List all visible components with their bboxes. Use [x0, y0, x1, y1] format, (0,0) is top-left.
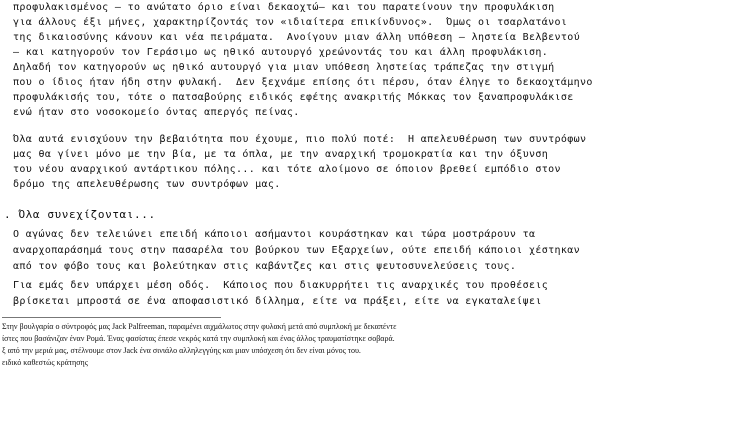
paragraph-line: βρίσκεται μπροστά σε ένα αποφασιστικό δίλλημα, είτε να πράξει, είτε να εγκαταλείψει — [13, 296, 542, 307]
paragraph-line: προφυλάκισής του, τότε ο πατσαβούρης ειδικός εφέτης ανακριτής Μόκκας τον ξαναπροφυλάκισε — [13, 92, 574, 103]
paragraph-line: δρόμο της απελευθέρωσης των συντρόφων μας. — [13, 179, 281, 190]
paragraph-line: αναρχοπαράσημά τους στην πασαρέλα του βούρκου των Εξαρχείων, ούτε επειδή κάποιοι χέστηκαν — [13, 245, 580, 256]
paragraph-line: ενώ ήταν στο νοσοκομείο όντας απεργός πείνας. — [13, 107, 300, 118]
paragraph-line: που ο ίδιος ήταν ήδη στην φυλακή. Δεν ξεχνάμε επίσης ότι πέρσυ, όταν έληγε το δεκαοχτάμηνο — [13, 77, 593, 88]
paragraph-line: της δικαιοσύνης κάνουν και νέα πειράματα. Ανοίγουν μιαν άλλη υπόθεση — ληστεία Βελβεντού — [13, 32, 580, 43]
paragraph-line: μας θα γίνει μόνο με την βία, με τα όπλα, με την αναρχική τρομοκρατία και την όξυνση — [13, 149, 549, 160]
paragraph-line: του νέου αναρχικού αντάρτικου πόλης... και τότε αλοίμονο σε όποιον βρεθεί εμπόδιο στον — [13, 164, 561, 175]
paragraph-line: Δηλαδή τον κατηγορούν ως ηθικό αυτουργό για μιαν υπόθεση ληστείας τράπεζας την στιγμή — [13, 62, 555, 73]
paragraph-line: Για εμάς δεν υπάρχει μέση οδός. Κάποιος που διακυρρήτει τις αναρχικές του προθέσεις — [13, 280, 549, 291]
footnote-divider — [2, 317, 221, 318]
footnote-line: ίστες που βασάνιζαν έναν Ρομά. Ένας φασίστας έπεσε νεκρός κατά την συμπλοκή και ένας άλλος τραυματίστηκε σοβαρά. — [2, 334, 395, 343]
paragraph-line: από τον φόβο τους και βολεύτηκαν στις καβάντζες και στις ψευτοσυνελεύσεις τους. — [13, 261, 517, 272]
footnote-line: Στην βουλγαρία ο σύντροφός μας Jack Palfreeman, παραμένει αιχμάλωτος στην φυλακή μετά από συμπλοκή με δεκαπέντε — [2, 322, 397, 331]
footnote-line: ξ από την μεριά μας, στέλνουμε στον Jack ένα σινιάλο αλληλεγγύης και μιαν υπόσχεση ότι δεν είναι μόνος του. — [2, 346, 361, 355]
paragraph-line: Ο αγώνας δεν τελειώνει επειδή κάποιοι ασήμαντοι κουράστηκαν και τώρα μοστράρουν τα — [13, 229, 536, 240]
paragraph-line: Όλα αυτά ενισχύουν την βεβαιότητα που έχουμε, πιο πολύ ποτέ: Η απελευθέρωση των συντρόφων — [13, 134, 587, 145]
section-heading: . Όλα συνεχίζονται... — [4, 208, 156, 221]
paragraph-line: προφυλακισμένος — το ανώτατο όριο είναι δεκαοχτώ— και του παρατείνουν την προφυλάκιση — [13, 2, 555, 13]
paragraph-line: — και κατηγορούν τον Γεράσιμο ως ηθικό αυτουργό χρεώνοντάς του και άλλη προφυλάκιση. — [13, 47, 549, 58]
paragraph-line: για άλλους έξι μήνες, χαρακτηρίζοντάς τον «ιδιαίτερα επικίνδυνος». Όμως οι τσαρλατάνοι — [13, 17, 568, 28]
footnote-line: ειδικό καθεστώς κράτησης — [2, 358, 88, 367]
